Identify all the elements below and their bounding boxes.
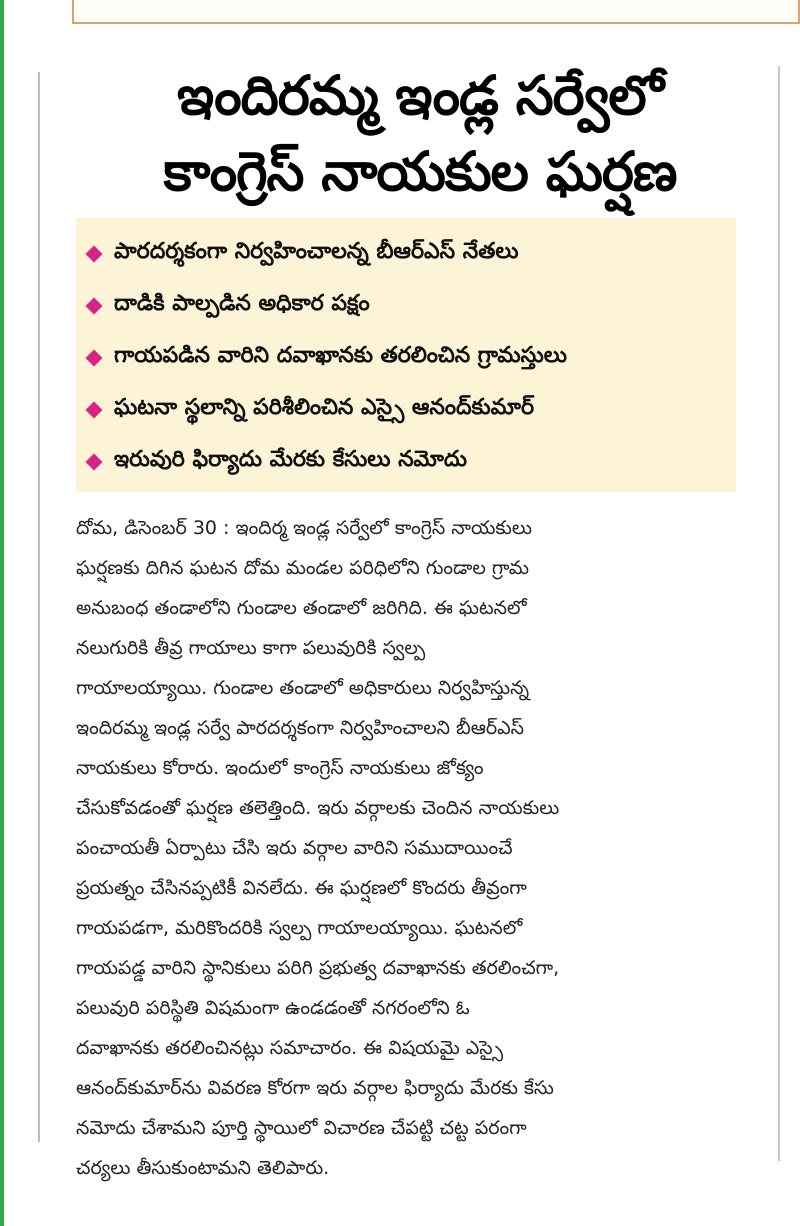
highlight-text: ఘటనా స్థలాన్ని పరిశీలించిన ఎస్సై ఆనంద్‌కుమార్ — [114, 395, 534, 420]
diamond-bullet-icon — [86, 350, 103, 367]
headline-line-2: కాంగ్రెస్ నాయకుల ఘర్షణ — [163, 140, 677, 203]
diamond-bullet-icon — [86, 454, 103, 471]
article-body — [76, 508, 752, 1188]
body-line: చర్యలు తీసుకుంటామని తెలిపారు. — [76, 1157, 330, 1179]
body-line: గాయాలయ్యాయి. గుండాల తండాలో అధికారులు నిర్వహిస్తున్న — [76, 677, 530, 699]
body-line: దవాఖానకు తరలించినట్లు సమాచారం. ఈ విషయమై ఎస్సై — [76, 1037, 503, 1059]
highlight-text: పారదర్శకంగా నిర్వహించాలన్న బీఆర్ఎస్ నేతలు — [114, 239, 519, 264]
body-line: ఘర్షణకు దిగిన ఘటన దోమ మండల పరిధిలోని గుండాల గ్రామ — [76, 557, 529, 579]
highlight-item — [88, 280, 736, 332]
article-headline — [60, 58, 780, 210]
diamond-bullet-icon — [86, 402, 103, 419]
body-line: అనుబంధ తండాలోని గుండాల తండాలో జరిగిది. ఈ ఘటనలో — [76, 597, 527, 619]
body-line: దోమ, డిసెంబర్ 30 : ఇందిర్మ ఇండ్ల సర్వేలో కాంగ్రెస్ నాయకులు — [76, 517, 532, 539]
body-line: నమోదు చేశామని పూర్తి స్థాయిలో విచారణ చేపట్టి చట్ట పరంగా — [76, 1117, 527, 1139]
body-line: గాయపడగా, మరికొందరికి స్వల్ప గాయాలయ్యాయి. ఘటనలో — [76, 917, 523, 939]
body-line: ఇందిరమ్మ ఇండ్ల సర్వే పారదర్శకంగా నిర్వహించాలని బీఆర్ఎస్ — [76, 717, 524, 739]
highlight-text: గాయపడిన వారిని దవాఖానకు తరలించిన గ్రామస్తులు — [114, 343, 567, 368]
body-line: నాయకులు కోరారు. ఇందులో కాంగ్రెస్ నాయకులు జోక్యం — [76, 757, 484, 779]
body-line: పలువురి పరిస్థితి విషమంగా ఉండడంతో నగరంలోని ఓ — [76, 997, 470, 1019]
column-divider-left — [38, 72, 40, 1142]
page-edge-rule — [0, 0, 4, 1226]
diamond-bullet-icon — [86, 246, 103, 263]
body-line: పంచాయతీ ఏర్పాటు చేసి ఇరు వర్గాల వారిని సముదాయించే — [76, 837, 513, 859]
body-line: చేసుకోవడంతో ఘర్షణ తలెత్తింది. ఇరు వర్గాలకు చెందిన నాయకులు — [76, 797, 560, 819]
highlight-text: ఇరువురి ఫిర్యాదు మేరకు కేసులు నమోదు — [114, 447, 468, 472]
body-line: ప్రయత్నం చేసినప్పటికీ వినలేదు. ఈ ఘర్షణలో కొందరు తీవ్రంగా — [76, 877, 527, 899]
highlight-text: దాడికి పాల్పడిన అధికార పక్షం — [114, 291, 370, 316]
highlights-box — [76, 218, 736, 492]
body-line: నలుగురికి తీవ్ర గాయాలు కాగా పలువురికి స్వల్ప — [76, 637, 426, 659]
highlight-item — [88, 332, 736, 384]
column-divider-right — [778, 66, 780, 1161]
diamond-bullet-icon — [86, 298, 103, 315]
body-line: గాయపడ్డ వారిని స్థానికులు పరిగి ప్రభుత్వ దవాఖానకు తరలించగా, — [76, 957, 560, 979]
headline-line-1: ఇందిరమ్మ ఇండ్ల సర్వేలో — [177, 64, 663, 127]
highlight-item — [88, 436, 736, 488]
body-line: ఆనంద్‌కుమార్‌ను వివరణ కోరగా ఇరు వర్గాల ఫిర్యాదు మేరకు కేసు — [76, 1077, 554, 1099]
highlight-item — [88, 384, 736, 436]
highlight-item — [88, 228, 736, 280]
previous-article-box-edge — [72, 0, 800, 24]
